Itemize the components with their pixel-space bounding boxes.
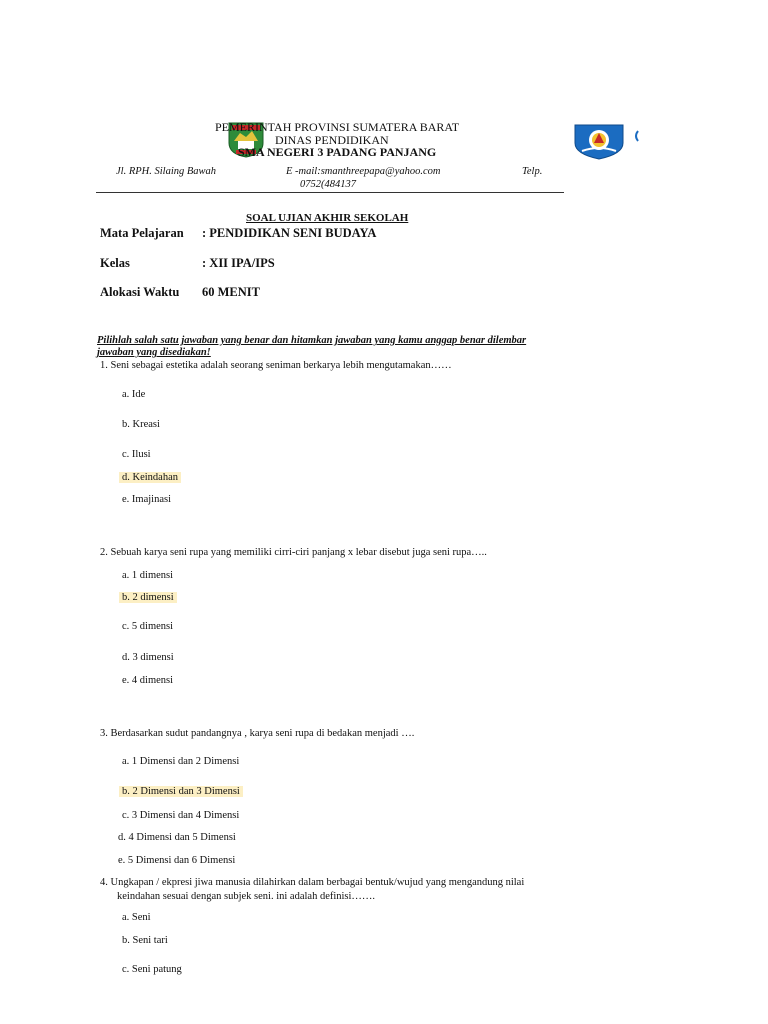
question-4-option-b: b. Seni tari <box>122 935 168 946</box>
time-label: Alokasi Waktu <box>100 285 180 299</box>
letterhead-email: E -mail:smanthreepapa@yahoo.com <box>286 166 441 177</box>
question-1-option-b: b. Kreasi <box>122 419 160 430</box>
question-1-option-c: c. Ilusi <box>122 449 151 460</box>
tut-wuri-handayani-logo-icon <box>572 121 626 160</box>
question-2-option-e: e. 4 dimensi <box>122 675 174 686</box>
question-3-option-d: d. 4 Dimensi dan 5 Dimensi <box>118 832 236 843</box>
letterhead-province: PEMERINTAH PROVINSI SUMATERA BARAT <box>215 120 460 134</box>
letterhead-telp-label: Telp. <box>522 166 543 177</box>
class-label: Kelas <box>100 256 130 270</box>
class-value: : XII IPA/IPS <box>202 256 275 270</box>
exam-title: SOAL UJIAN AKHIR SEKOLAH <box>246 212 409 224</box>
question-3-option-c: c. 3 Dimensi dan 4 Dimensi <box>122 810 240 821</box>
question-1-option-d: d. Keindahan <box>119 472 181 483</box>
question-2-option-d: d. 3 dimensi <box>122 652 174 663</box>
question-2-option-b: b. 2 dimensi <box>119 592 177 603</box>
question-1-text: 1. Seni sebagai estetika adalah seorang seniman berkarya lebih mengutamakan…… <box>100 360 452 371</box>
question-3-option-b: b. 2 Dimensi dan 3 Dimensi <box>119 786 243 797</box>
letterhead-address: Jl. RPH. Silaing Bawah <box>116 166 217 177</box>
question-4-text-line-1: 4. Ungkapan / ekpresi jiwa manusia dilahirkan dalam berbagai bentuk/wujud yang mengandung nilai <box>100 877 525 888</box>
question-2-option-c: c. 5 dimensi <box>122 621 174 632</box>
question-2-text: 2. Sebuah karya seni rupa yang memiliki cirri-ciri panjang x lebar disebut juga seni rupa….. <box>100 547 487 558</box>
question-4-option-c: c. Seni patung <box>122 964 182 975</box>
letterhead-divider <box>96 192 564 193</box>
subject-label: Mata Pelajaran <box>100 226 184 240</box>
letterhead-department: DINAS PENDIDIKAN <box>275 133 389 147</box>
letterhead-school: SMA NEGERI 3 PADANG PANJANG <box>238 145 437 159</box>
letterhead-telp-number: 0752(484137 <box>300 179 356 190</box>
question-3-option-e: e. 5 Dimensi dan 6 Dimensi <box>118 855 236 866</box>
question-2-option-a: a. 1 dimensi <box>122 570 174 581</box>
question-1-option-a: a. Ide <box>122 389 146 400</box>
subject-value: : PENDIDIKAN SENI BUDAYA <box>202 226 377 240</box>
instructions-line-2: jawaban yang disediakan! <box>97 347 211 358</box>
question-4-text-line-2: keindahan sesuai dengan subjek seni. ini adalah definisi……. <box>117 891 376 902</box>
time-value: 60 MENIT <box>202 285 260 299</box>
question-4-option-a: a. Seni <box>122 912 151 923</box>
partial-bracket-icon <box>632 130 640 142</box>
question-3-option-a: a. 1 Dimensi dan 2 Dimensi <box>122 756 240 767</box>
instructions-line-1: Pilihlah salah satu jawaban yang benar dan hitamkan jawaban yang kamu anggap benar dilembar <box>97 335 527 346</box>
question-1-option-e: e. Imajinasi <box>122 494 171 505</box>
question-3-text: 3. Berdasarkan sudut pandangnya , karya seni rupa di bedakan menjadi …. <box>100 728 415 739</box>
